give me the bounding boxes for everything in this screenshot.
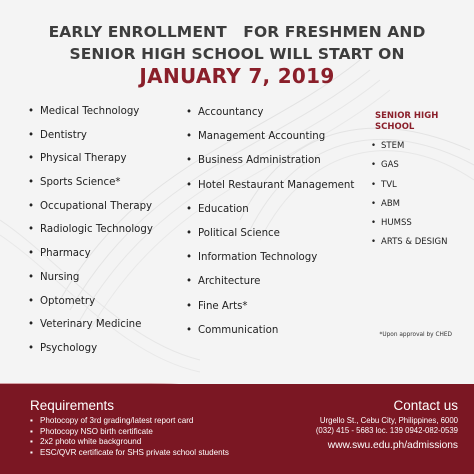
requirement-item: ▪ 2x2 photo white background	[30, 437, 229, 448]
contact-phone: (032) 415 - 5683 loc. 139 0942-082-0539	[315, 426, 458, 435]
senior-high-strands-list	[371, 140, 448, 256]
course-item: • Occupational Therapy	[28, 200, 153, 224]
requirements-list	[30, 416, 229, 458]
course-item: • Education	[186, 203, 354, 227]
course-item: • Optometry	[28, 295, 153, 319]
college-courses-list-1	[28, 105, 153, 366]
ched-approval-note: *Upon approval by CHED	[379, 332, 452, 338]
course-item: • Accountancy	[186, 106, 354, 130]
strand-item: • GAS	[371, 159, 448, 178]
strand-item: • TVL	[371, 179, 448, 198]
course-item: • Psychology	[28, 342, 153, 366]
course-item: • Medical Technology	[28, 105, 153, 129]
requirements-title: Requirements	[30, 398, 115, 413]
contact-details	[316, 416, 458, 436]
start-date: JANUARY 7, 2019	[139, 64, 335, 88]
course-item: • Dentistry	[28, 129, 153, 153]
course-item: • Fine Arts*	[186, 300, 354, 324]
strand-item: • STEM	[371, 140, 448, 159]
strand-item: • ABM	[371, 198, 448, 217]
course-item: • Veterinary Medicine	[28, 318, 153, 342]
course-item: • Nursing	[28, 271, 153, 295]
course-item: • Radiologic Technology	[28, 223, 153, 247]
course-item: • Physical Therapy	[28, 152, 153, 176]
headline-line-2: SENIOR HIGH SCHOOL WILL START ON	[69, 45, 405, 63]
course-item: • Pharmacy	[28, 247, 153, 271]
course-item: • Sports Science*	[28, 176, 153, 200]
contact-title: Contact us	[393, 398, 458, 413]
admissions-website-link[interactable]: www.swu.edu.ph/admissions	[327, 440, 458, 451]
course-item: • Architecture	[186, 275, 354, 299]
course-item: • Political Science	[186, 227, 354, 251]
headline-line-1: EARLY ENROLLMENT FOR FRESHMEN AND	[48, 23, 426, 41]
senior-high-heading-line-2: SCHOOL	[375, 122, 415, 132]
strand-item: • HUMSS	[371, 217, 448, 236]
requirement-item: ▪ Photocopy of 3rd grading/latest report card	[30, 416, 229, 427]
strand-item: • ARTS & DESIGN	[371, 236, 448, 255]
senior-high-heading-line-1: SENIOR HIGH	[375, 111, 439, 121]
course-item: • Management Accounting	[186, 130, 354, 154]
course-item: • Information Technology	[186, 251, 354, 275]
course-item: • Communication	[186, 324, 354, 348]
course-item: • Business Administration	[186, 154, 354, 178]
contact-address: Urgello St., Cebu City, Philippines, 6000	[319, 416, 458, 425]
course-item: • Hotel Restaurant Management	[186, 179, 354, 203]
college-courses-list-2	[186, 106, 354, 348]
requirement-item: ▪ ESC/QVR certificate for SHS private school students	[30, 448, 229, 459]
requirement-item: ▪ Photocopy NSO birth certificate	[30, 427, 229, 438]
headline	[0, 21, 474, 65]
senior-high-heading	[375, 111, 455, 133]
